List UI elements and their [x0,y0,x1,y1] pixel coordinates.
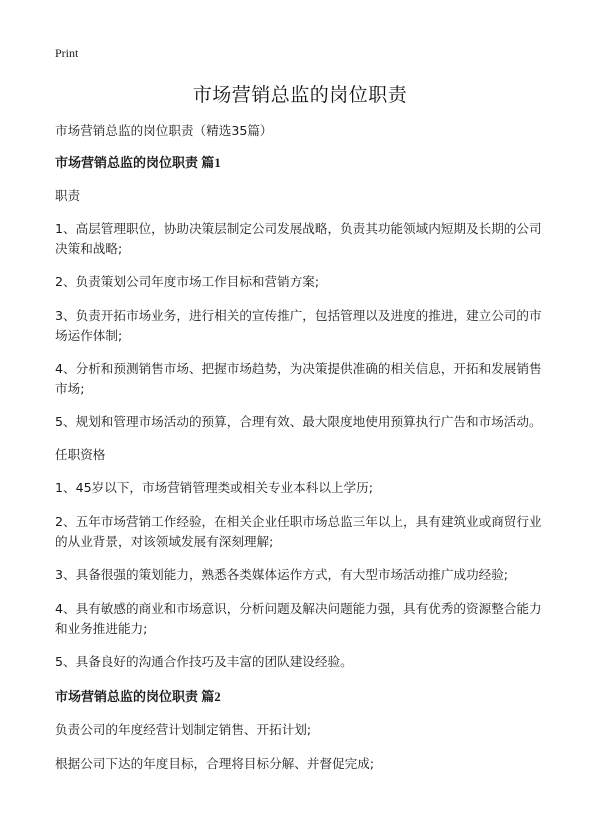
duty-item: 5、规划和管理市场活动的预算，合理有效、最大限度地使用预算执行广告和市场活动。 [55,414,542,429]
qualification-item: 2、五年市场营销工作经验，在相关企业任职市场总监三年以上，具有建筑业或商贸行业的从业背景，对该领域发展有深刻理解; [55,514,542,549]
duty-item: 3、负责开拓市场业务，进行相关的宣传推广，包括管理以及进度的推进，建立公司的市场运作体制; [55,308,542,343]
section-heading-2-number: 篇2 [198,689,221,704]
document-body [55,121,553,788]
section-heading-1-text: 市场营销总监的岗位职责 [55,156,199,171]
section-heading-2-text: 市场营销总监的岗位职责 [55,690,199,705]
print-link[interactable]: Print [55,46,79,60]
qualification-item: 3、具备很强的策划能力，熟悉各类媒体运作方式，有大型市场活动推广成功经验; [55,567,509,582]
section-heading-1 [55,153,553,174]
qualifications-label: 任职资格 [55,447,106,462]
section-heading-2 [55,687,553,708]
section-heading-1-number: 篇1 [198,155,221,170]
duty-item: 2、负责策划公司年度市场工作目标和营销方案; [55,274,320,289]
section2-item: 负责公司的年度经营计划制定销售、开拓计划; [55,722,312,737]
qualification-item: 4、具有敏感的商业和市场意识，分析问题及解决问题能力强，具有优秀的资源整合能力和业务推进能力; [55,601,542,636]
duty-item: 1、高层管理职位，协助决策层制定公司发展战略，负责其功能领域内短期及长期的公司决策和战略; [55,221,542,256]
section2-item: 根据公司下达的年度目标，合理将目标分解、并督促完成; [55,756,375,771]
qualification-item: 5、具备良好的沟通合作技巧及丰富的团队建设经验。 [55,654,353,669]
duties-label: 职责 [55,188,81,203]
document-subtitle: 市场营销总监的岗位职责（精选35篇） [55,123,273,138]
qualification-item: 1、45岁以下，市场营销管理类或相关专业本科以上学历; [55,480,373,495]
page-title: 市场营销总监的岗位职责 [192,84,408,106]
duty-item: 4、分析和预测销售市场、把握市场趋势，为决策提供准确的相关信息，开拓和发展销售市场; [55,361,542,396]
